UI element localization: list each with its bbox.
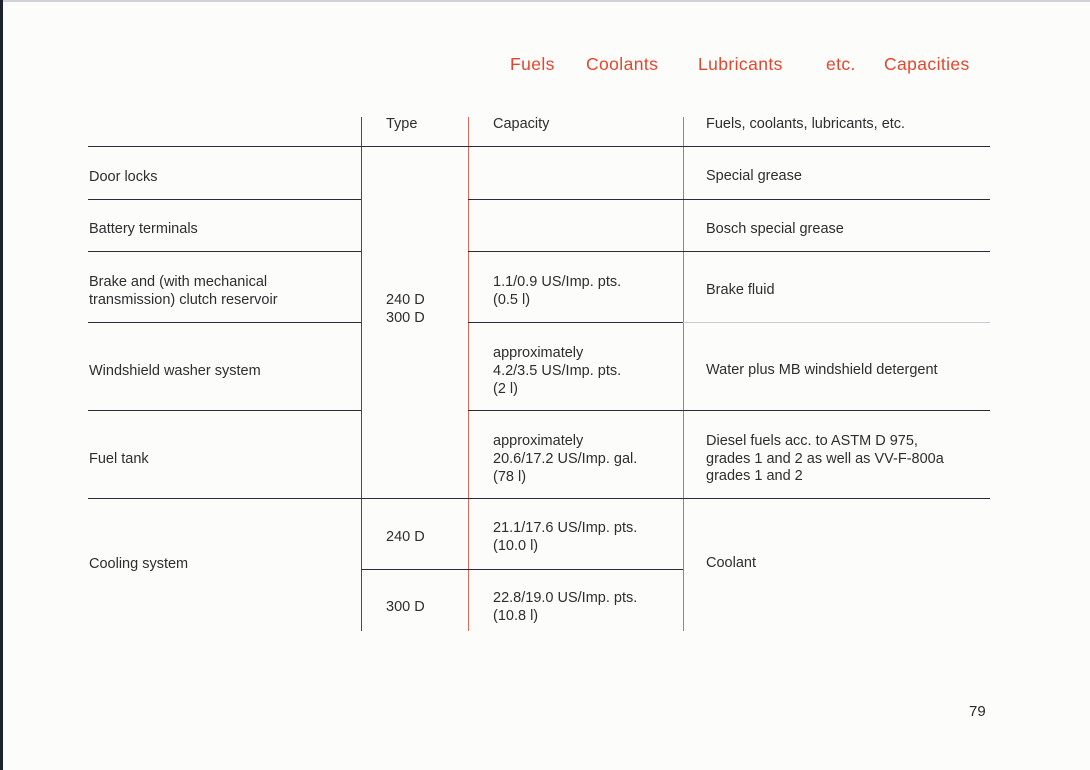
column-header-capacity: Capacity bbox=[493, 116, 550, 132]
row-divider bbox=[88, 199, 361, 200]
column-divider-type bbox=[361, 117, 362, 631]
shared-type-240d: 240 D bbox=[386, 292, 425, 308]
header-rule bbox=[88, 146, 990, 147]
row-fuel-capacity-line1: approximately bbox=[493, 433, 584, 449]
row-washer-item: Windshield washer system bbox=[89, 363, 261, 379]
row-fuel-fluid-line1: Diesel fuels acc. to ASTM D 975, bbox=[706, 433, 918, 449]
row-cooling-capacity-240d-line1: 21.1/17.6 US/Imp. pts. bbox=[493, 520, 638, 536]
row-cooling-capacity-300d-line2: (10.8 l) bbox=[493, 608, 539, 624]
header-capacities: Capacities bbox=[884, 54, 970, 74]
row-washer-capacity-line2: 4.2/3.5 US/Imp. pts. bbox=[493, 363, 622, 379]
row-brake-fluid: Brake fluid bbox=[706, 282, 775, 298]
page-top-edge bbox=[0, 0, 1090, 2]
row-divider bbox=[468, 410, 990, 411]
row-brake-item-line1: Brake and (with mechanical bbox=[89, 274, 268, 290]
page-number: 79 bbox=[969, 703, 986, 720]
header-fuels: Fuels bbox=[510, 54, 555, 74]
cooling-subrow-divider bbox=[361, 569, 683, 570]
column-header-type: Type bbox=[386, 116, 418, 132]
row-fuel-fluid-line3: grades 1 and 2 bbox=[706, 468, 803, 484]
row-fuel-capacity-line2: 20.6/17.2 US/Imp. gal. bbox=[493, 451, 638, 467]
shared-type-300d: 300 D bbox=[386, 310, 425, 326]
row-fuel-fluid-line2: grades 1 and 2 as well as VV-F-800a bbox=[706, 451, 944, 467]
row-cooling-capacity-240d-line2: (10.0 l) bbox=[493, 538, 539, 554]
row-battery-item: Battery terminals bbox=[89, 221, 198, 237]
row-divider bbox=[88, 498, 990, 499]
row-cooling-fluid: Coolant bbox=[706, 555, 756, 571]
row-brake-capacity-line2: (0.5 l) bbox=[493, 292, 531, 308]
row-divider bbox=[468, 322, 683, 323]
row-door-locks-item: Door locks bbox=[89, 169, 158, 185]
row-cooling-type-300d: 300 D bbox=[386, 599, 425, 615]
column-header-fuels: Fuels, coolants, lubricants, etc. bbox=[706, 116, 906, 132]
header-coolants: Coolants bbox=[586, 54, 659, 74]
page-header bbox=[510, 54, 990, 78]
row-divider bbox=[88, 410, 361, 411]
row-washer-capacity-line1: approximately bbox=[493, 345, 584, 361]
row-cooling-item: Cooling system bbox=[89, 556, 189, 572]
row-door-locks-fluid: Special grease bbox=[706, 168, 802, 184]
row-fuel-item: Fuel tank bbox=[89, 451, 149, 467]
row-cooling-capacity-300d-line1: 22.8/19.0 US/Imp. pts. bbox=[493, 590, 638, 606]
row-washer-fluid: Water plus MB windshield detergent bbox=[706, 362, 938, 378]
row-divider bbox=[468, 199, 990, 200]
row-divider bbox=[88, 251, 361, 252]
row-divider bbox=[88, 322, 361, 323]
row-cooling-type-240d: 240 D bbox=[386, 529, 425, 545]
header-lubricants: Lubricants bbox=[698, 54, 783, 74]
row-brake-item-line2: transmission) clutch reservoir bbox=[89, 292, 278, 308]
row-fuel-capacity-line3: (78 l) bbox=[493, 469, 527, 485]
row-divider bbox=[468, 251, 990, 252]
row-divider bbox=[683, 322, 990, 323]
page-left-edge bbox=[0, 0, 3, 770]
row-washer-capacity-line3: (2 l) bbox=[493, 381, 518, 397]
row-battery-fluid: Bosch special grease bbox=[706, 221, 844, 237]
column-divider-fuels bbox=[683, 117, 684, 631]
row-brake-capacity-line1: 1.1/0.9 US/Imp. pts. bbox=[493, 274, 622, 290]
header-etc: etc. bbox=[826, 54, 856, 74]
column-divider-capacity bbox=[468, 117, 469, 631]
